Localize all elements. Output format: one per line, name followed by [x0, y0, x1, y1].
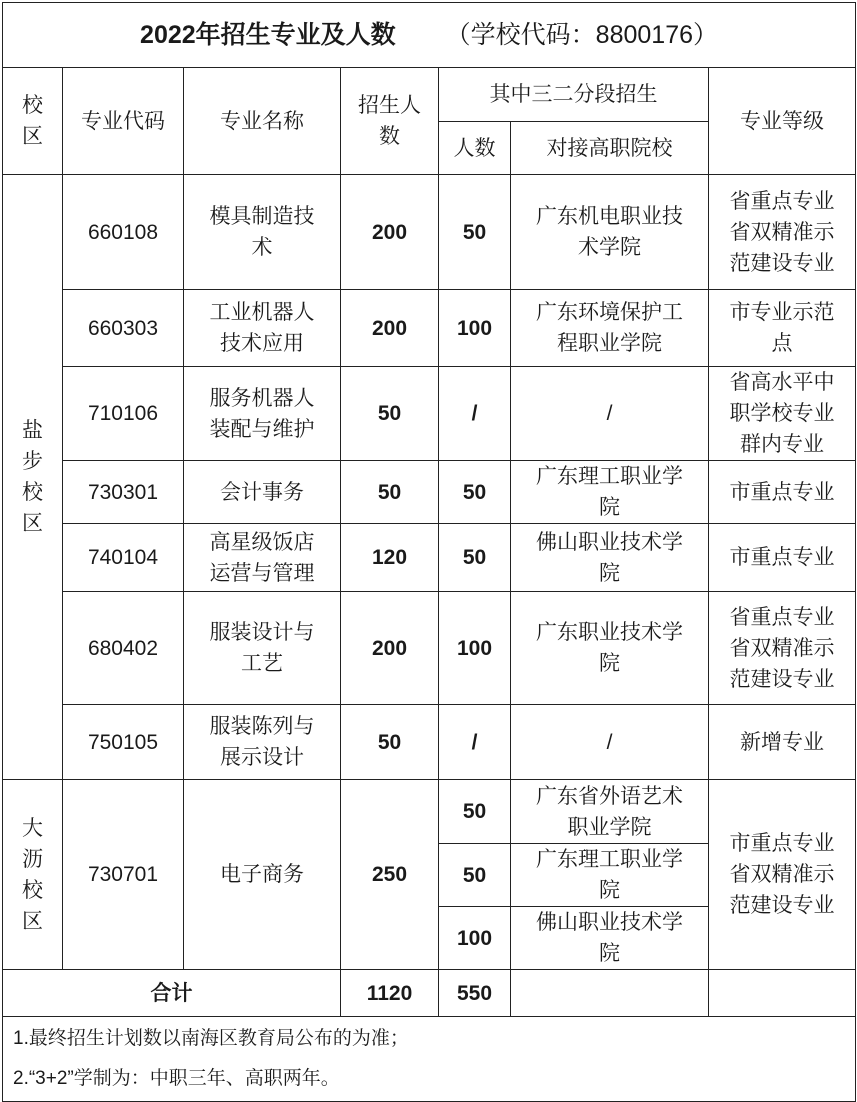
cell-name: 电子商务 — [184, 780, 341, 970]
cell-college: 广东理工职业学 院 — [511, 844, 709, 907]
cell-level: 市重点专业 — [709, 461, 856, 524]
cell-split: / — [439, 367, 511, 461]
table-title — [3, 3, 856, 68]
empty-cell — [511, 970, 709, 1017]
school-code: （学校代码：8800176） — [445, 20, 718, 49]
header-split-college: 对接高职院校 — [511, 122, 709, 175]
cell-split: 100 — [439, 290, 511, 367]
cell-code: 660108 — [63, 175, 184, 290]
cell-level: 新增专业 — [709, 705, 856, 780]
table-row — [3, 592, 856, 705]
table-row — [3, 175, 856, 290]
cell-college: 佛山职业技术学 院 — [511, 524, 709, 592]
note-2: 2.“3+2”学制为：中职三年、高职两年。 — [13, 1068, 340, 1089]
cell-split: 100 — [439, 592, 511, 705]
campus-yanbu: 盐 步 校 区 — [3, 175, 63, 780]
cell-college: 广东职业技术学 院 — [511, 592, 709, 705]
cell-split: 50 — [439, 844, 511, 907]
table-row — [3, 290, 856, 367]
cell-college: 广东机电职业技 术学院 — [511, 175, 709, 290]
cell-split: 100 — [439, 907, 511, 970]
cell-enroll: 50 — [341, 705, 439, 780]
cell-split: 50 — [439, 524, 511, 592]
header-split-group: 其中三二分段招生 — [439, 68, 709, 122]
cell-name: 模具制造技 术 — [184, 175, 341, 290]
cell-level: 市专业示范 点 — [709, 290, 856, 367]
cell-college: 广东环境保护工 程职业学院 — [511, 290, 709, 367]
cell-level: 省高水平中 职学校专业 群内专业 — [709, 367, 856, 461]
notes-row — [3, 1017, 856, 1102]
header-enroll: 招生人 数 — [341, 68, 439, 175]
cell-college: 广东省外语艺术 职业学院 — [511, 780, 709, 844]
cell-split: 50 — [439, 461, 511, 524]
cell-name: 高星级饭店 运营与管理 — [184, 524, 341, 592]
cell-code: 740104 — [63, 524, 184, 592]
cell-enroll: 200 — [341, 592, 439, 705]
notes — [3, 1017, 856, 1102]
title-main: 2022年招生专业及人数 — [140, 20, 396, 49]
cell-college: 佛山职业技术学 院 — [511, 907, 709, 970]
note-1: 1.最终招生计划数以南海区教育局公布的为准； — [13, 1028, 409, 1049]
cell-name: 服装设计与 工艺 — [184, 592, 341, 705]
cell-enroll: 250 — [341, 780, 439, 970]
cell-enroll: 50 — [341, 367, 439, 461]
cell-college: / — [511, 705, 709, 780]
cell-name: 服务机器人 装配与维护 — [184, 367, 341, 461]
header-level: 专业等级 — [709, 68, 856, 175]
table-row — [3, 780, 856, 844]
total-label: 合计 — [3, 970, 341, 1017]
total-enroll: 1120 — [341, 970, 439, 1017]
header-split-count: 人数 — [439, 122, 511, 175]
total-row — [3, 970, 856, 1017]
header-name: 专业名称 — [184, 68, 341, 175]
cell-code: 710106 — [63, 367, 184, 461]
cell-level: 省重点专业 省双精准示 范建设专业 — [709, 592, 856, 705]
header-code: 专业代码 — [63, 68, 184, 175]
cell-code: 750105 — [63, 705, 184, 780]
table-row — [3, 705, 856, 780]
cell-code: 660303 — [63, 290, 184, 367]
cell-name: 服装陈列与 展示设计 — [184, 705, 341, 780]
total-split: 550 — [439, 970, 511, 1017]
campus-dali: 大 沥 校 区 — [3, 780, 63, 970]
enrollment-table — [2, 2, 856, 1102]
cell-level: 市重点专业 省双精准示 范建设专业 — [709, 780, 856, 970]
cell-college: / — [511, 367, 709, 461]
table-row — [3, 367, 856, 461]
cell-level: 市重点专业 — [709, 524, 856, 592]
cell-enroll: 50 — [341, 461, 439, 524]
cell-enroll: 200 — [341, 290, 439, 367]
cell-name: 会计事务 — [184, 461, 341, 524]
cell-code: 730301 — [63, 461, 184, 524]
cell-enroll: 200 — [341, 175, 439, 290]
header-campus: 校 区 — [3, 68, 63, 175]
table-row — [3, 461, 856, 524]
table-row — [3, 524, 856, 592]
cell-enroll: 120 — [341, 524, 439, 592]
cell-college: 广东理工职业学 院 — [511, 461, 709, 524]
cell-code: 730701 — [63, 780, 184, 970]
cell-name: 工业机器人 技术应用 — [184, 290, 341, 367]
cell-split: 50 — [439, 175, 511, 290]
empty-cell — [709, 970, 856, 1017]
cell-split: 50 — [439, 780, 511, 844]
cell-level: 省重点专业 省双精准示 范建设专业 — [709, 175, 856, 290]
cell-code: 680402 — [63, 592, 184, 705]
cell-split: / — [439, 705, 511, 780]
